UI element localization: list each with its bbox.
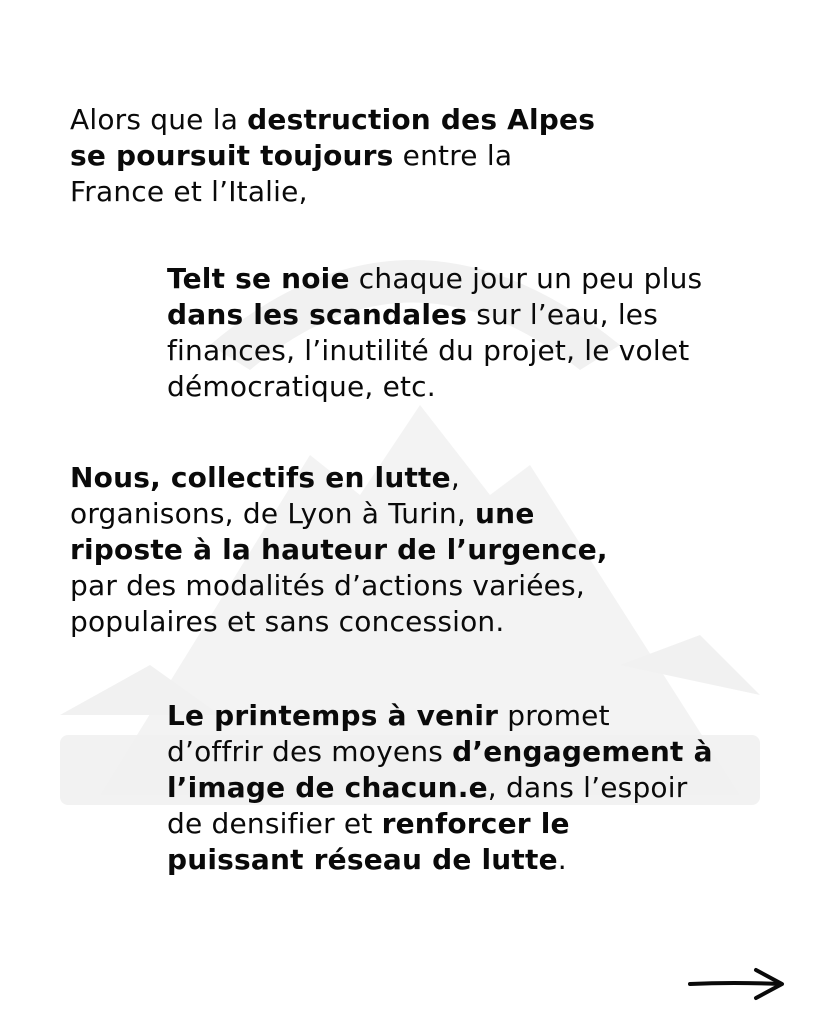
- text-segment: sur l’eau, les: [467, 298, 659, 331]
- arrow-right-icon[interactable]: [688, 962, 788, 1006]
- bold-text-segment: Nous, collectifs en lutte: [70, 461, 451, 494]
- text-segment: d’offrir des moyens: [167, 735, 453, 768]
- text-segment: promet: [498, 699, 610, 732]
- text-segment: chaque jour un peu plus: [349, 262, 703, 295]
- bold-text-segment: dans les scandales: [167, 298, 468, 331]
- bold-text-segment: destruction des Alpes: [247, 103, 596, 136]
- bold-text-segment: riposte à la hauteur de l’urgence,: [70, 533, 608, 566]
- text-segment: de densifier et: [167, 807, 382, 840]
- text-segment: , dans l’espoir: [487, 771, 688, 804]
- text-segment: ,: [450, 461, 460, 494]
- paragraph-printemps: [167, 698, 787, 878]
- bold-text-segment: puissant réseau de lutte: [167, 843, 558, 876]
- bold-text-segment: renforcer le: [381, 807, 570, 840]
- bold-text-segment: se poursuit toujours: [70, 139, 394, 172]
- text-segment: démocratique, etc.: [167, 370, 436, 403]
- paragraph-telt: [167, 261, 787, 405]
- text-segment: finances, l’inutilité du projet, le volet: [167, 334, 690, 367]
- bold-text-segment: Telt se noie: [167, 262, 350, 295]
- text-segment: .: [557, 843, 567, 876]
- text-segment: entre la: [393, 139, 513, 172]
- bold-text-segment: d’engagement à: [452, 735, 713, 768]
- bold-text-segment: Le printemps à venir: [167, 699, 499, 732]
- text-segment: Alors que la: [70, 103, 248, 136]
- text-segment: organisons, de Lyon à Turin,: [70, 497, 476, 530]
- text-segment: populaires et sans concession.: [70, 605, 505, 638]
- paragraph-intro: [70, 102, 690, 210]
- bold-text-segment: l’image de chacun.e: [167, 771, 488, 804]
- paragraph-collectifs: [70, 460, 770, 640]
- bold-text-segment: une: [475, 497, 535, 530]
- text-segment: par des modalités d’actions variées,: [70, 569, 585, 602]
- text-segment: France et l’Italie,: [70, 175, 308, 208]
